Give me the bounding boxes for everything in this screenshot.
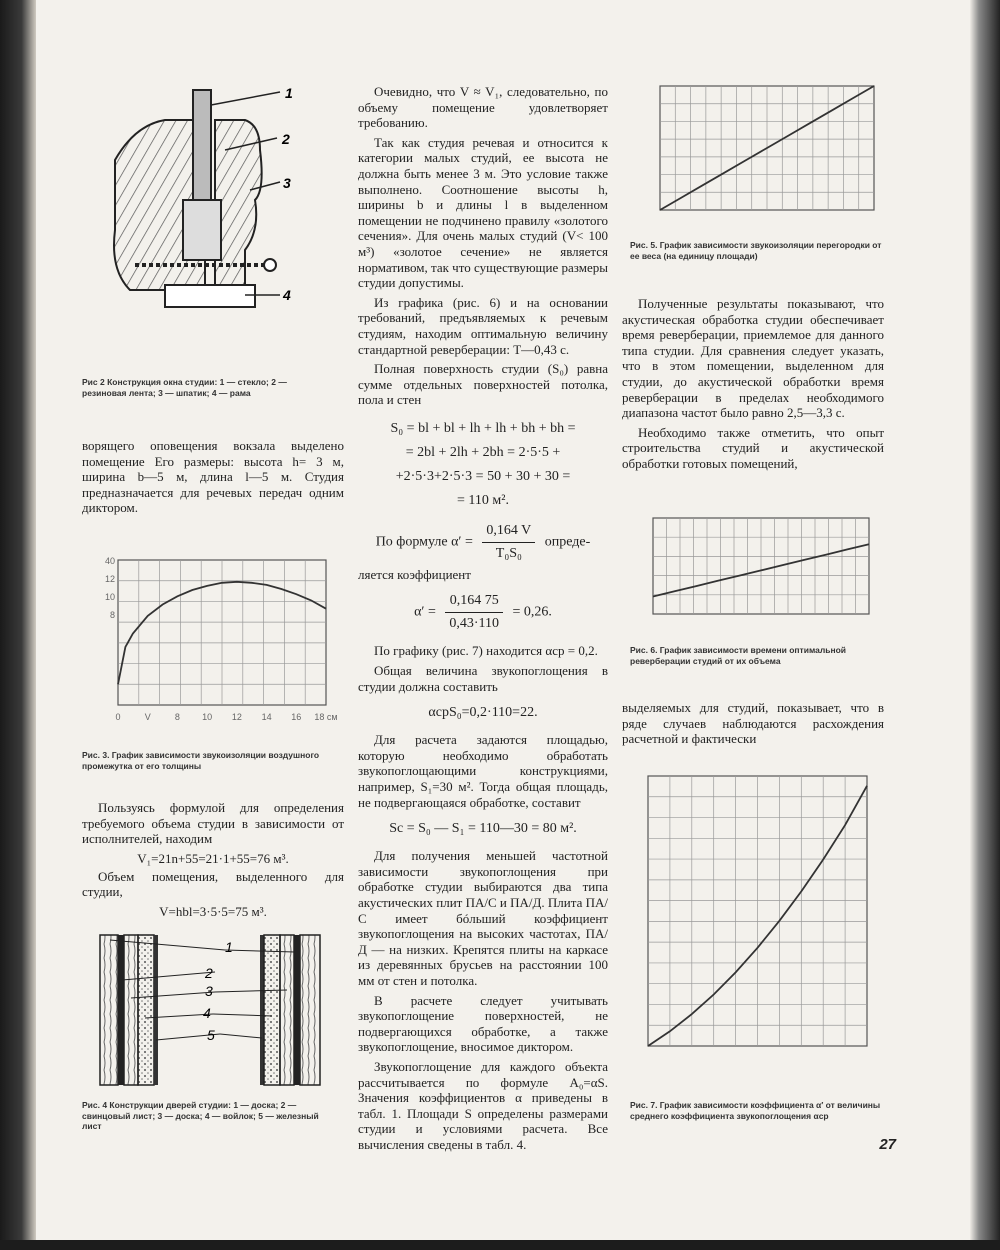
col2-paragraph-11: Звукопоглощение для каждого объекта рассчитывается по формуле A₀=αS. Значения коэффициентов α приведены в табл. 1. Площади S определены размерами студии и условиями расчета. Все вычисления сведены в табл. 4. [358, 1058, 608, 1152]
col2-paragraph-5: ляется коэффициент [358, 566, 471, 582]
scan-edge-bottom [0, 1240, 1000, 1250]
alpha-formula-numerator: 0,164 V [482, 520, 535, 543]
scan-edge-right [970, 0, 1000, 1250]
fig3-x-tick-label: 10 [202, 712, 213, 722]
col1-paragraph-3: Объем помещения, выделенного для студии, [82, 868, 344, 900]
fig2-label-1: 1 [285, 85, 293, 101]
alpha-formula-suffix: опреде- [544, 534, 591, 550]
col2-formula-area: Sc = S₀ — S₁ = 110—30 = 80 м². [389, 821, 577, 837]
col2-equation-line-3: +2·5·3+2·5·3 = 50 + 30 + 30 = [395, 468, 571, 484]
fig5-caption: Рис. 5. График зависимости звукоизоляции перегородки от ее веса (на единицу площади) [630, 240, 882, 261]
col2-paragraph-9: Для получения меньшей частотной зависимости звукопоглощения при обработке студии выбираются два типа акустических плит ПА/С и ПА/Д. Плита ПА/С имеет бóльший коэффициент звукопоглощения на высоких частотах, ПА/Д — на низких. Крепятся плиты на каркасе из деревянных брусьев на расстоянии 100 мм от стен и потолка. [358, 848, 608, 988]
fig4-label-4: 4 [203, 1005, 211, 1021]
col2-paragraph-8: Для расчета задаются площадью, которую необходимо обработать звукопоглощающими конструкциями, например, S₁=30 м². Тогда общая площадь, не подвергающаяся обработке, составит [358, 732, 608, 810]
scan-edge-left [0, 0, 36, 1250]
fig3-chart [92, 552, 338, 727]
col3-paragraph-2: Необходимо также отметить, что опыт строительства студий и акустической обработки готовых помещений, [622, 424, 884, 471]
fig3-y-tick-label: 10 [104, 592, 115, 602]
col2-equation-line-4: = 110 м². [457, 492, 509, 508]
col2-paragraph-2: Так как студия речевая и относится к категории малых студий, ее высота не должна быть менее 3 м. Это условие также выполнено. Соотношение высоты h, ширины b и длины l в выделенном помещении не подчинено правилу «золотого сечения». Для очень малых студий (V< 100 м³) «золотое сечение» не является нормативом, так что существующие размеры студии допустимы. [358, 134, 608, 291]
col2-paragraph-3: Из графика (рис. 6) и на основании требований, предъявляемых к речевым студиям, находим оптимальную величину стандартной реверберации: T—0,43 с. [358, 294, 608, 357]
column-3-text-mid [622, 700, 884, 751]
fig3-x-tick-label: 18 см [314, 712, 338, 722]
fig2-label-4: 4 [283, 287, 291, 303]
col2-equation-line-2: = 2bl + 2lh + 2bh = 2·5·5 + [405, 444, 561, 460]
alpha-formula-denominator: T₀S₀ [495, 545, 522, 561]
col2-formula-absorption: αсрS₀=0,2·110=22. [428, 705, 538, 721]
fig4-label-3: 3 [205, 983, 213, 999]
col2-paragraph-6: По графику (рис. 7) находится αср = 0,2. [374, 643, 598, 659]
alpha-value-prefix: α′ = [414, 605, 436, 621]
fig4-label-5: 5 [207, 1027, 215, 1043]
fig4-caption: Рис. 4 Конструкции дверей студии: 1 — доска; 2 — свинцовый лист; 3 — доска; 4 — войлок; 5 — железный лист [82, 1100, 319, 1131]
page-number: 27 [879, 1136, 896, 1153]
column-3-text-top [622, 296, 884, 476]
col2-equation-line-1: S₀ = bl + bl + lh + lh + bh + bh = [390, 420, 576, 436]
fig4-label-2: 2 [205, 965, 213, 981]
fig6-caption: Рис. 6. График зависимости времени оптимальной реверберации студий от их объема [630, 645, 847, 666]
col2-paragraph-7: Общая величина звукопоглощения в студии должна составить [358, 663, 608, 694]
column-2-text [358, 84, 608, 1157]
fig4-label-1: 1 [225, 939, 233, 955]
col1-paragraph-2: Пользуясь формулой для определения требуемого объема студии в зависимости от исполнителей, находим [82, 800, 344, 847]
col2-alpha-value [358, 590, 608, 635]
col2-paragraph-1: Очевидно, что V ≈ V₁, следовательно, по объему помещение удовлетворяет требованию. [358, 84, 608, 131]
fig3-y-tick-label: 40 [104, 556, 115, 566]
fig3-x-tick-label: 16 [291, 712, 302, 722]
column-1-text-bottom [82, 800, 344, 922]
fig5-chart [640, 80, 880, 230]
alpha-formula-fraction [482, 520, 535, 565]
fig2-caption: Рис 2 Конструкция окна студии: 1 — стекло; 2 — резиновая лента; 3 — шпатик; 4 — рама [82, 377, 287, 398]
fig3-x-tick-label: 8 [174, 712, 180, 722]
fig3-x-tick-label: 14 [261, 712, 272, 722]
alpha-value-denominator: 0,43·110 [449, 616, 500, 632]
alpha-value-numerator: 0,164 75 [445, 590, 503, 613]
alpha-formula-prefix: По формуле α′ = [375, 534, 473, 550]
col1-paragraph-1: ворящего оповещения вокзала выделено помещение Его размеры: высота h= 3 м, ширина b—5 м, длина l—5 м. Студия предназначается для речевых передач одним диктором. [82, 438, 344, 516]
col3-paragraph-3: выделяемых для студий, показывает, что в ряде случаев наблюдаются расхождения расчетной и фактически [622, 700, 884, 747]
fig7-caption: Рис. 7. График зависимости коэффициента α′ от величины среднего коэффициента звукопоглощения αср [630, 1100, 881, 1121]
fig3-x-tick-label: 12 [231, 712, 242, 722]
col2-alpha-formula [358, 520, 608, 565]
column-1-text-top [82, 438, 344, 520]
alpha-value-fraction [445, 590, 503, 635]
fig3-x-tick-label: 0 [115, 712, 121, 722]
fig3-caption: Рис. 3. График зависимости звукоизоляции воздушного промежутка от его толщины [82, 750, 320, 771]
fig2-label-3: 3 [283, 175, 291, 191]
fig3-y-tick-label: 12 [104, 574, 115, 584]
fig4-door-drawing [95, 930, 335, 1090]
fig2-window-drawing [95, 80, 305, 380]
fig3-x-tick-label: V [144, 712, 151, 722]
fig2-label-2: 2 [282, 131, 290, 147]
fig7-chart [630, 768, 875, 1068]
alpha-value-result: = 0,26. [512, 605, 552, 621]
col2-paragraph-4: Полная поверхность студии (S₀) равна сумме отдельных поверхностей потолка, пола и стен [358, 361, 608, 408]
col3-paragraph-1: Полученные результаты показывают, что акустическая обработка студии обеспечивает время реверберации, приемлемое для данного типа студии. Для сравнения следует указать, что в этом помещении, выделенном для студии, до акустической обработки время реверберации в пределах необходимого диапазона частот было равно 2,5—3,3 с. [622, 296, 884, 421]
col1-formula-v1: V₁=21n+55=21·1+55=76 м³. [137, 850, 289, 866]
col1-formula-v: V=hbl=3·5·5=75 м³. [159, 903, 267, 919]
col2-paragraph-10: В расчете следует учитывать звукопоглощение поверхностей, не подвергающихся обработке, а также звукопоглощение, вносимое диктором. [358, 992, 608, 1055]
fig3-y-tick-label: 8 [109, 610, 115, 620]
fig6-chart [645, 512, 875, 622]
